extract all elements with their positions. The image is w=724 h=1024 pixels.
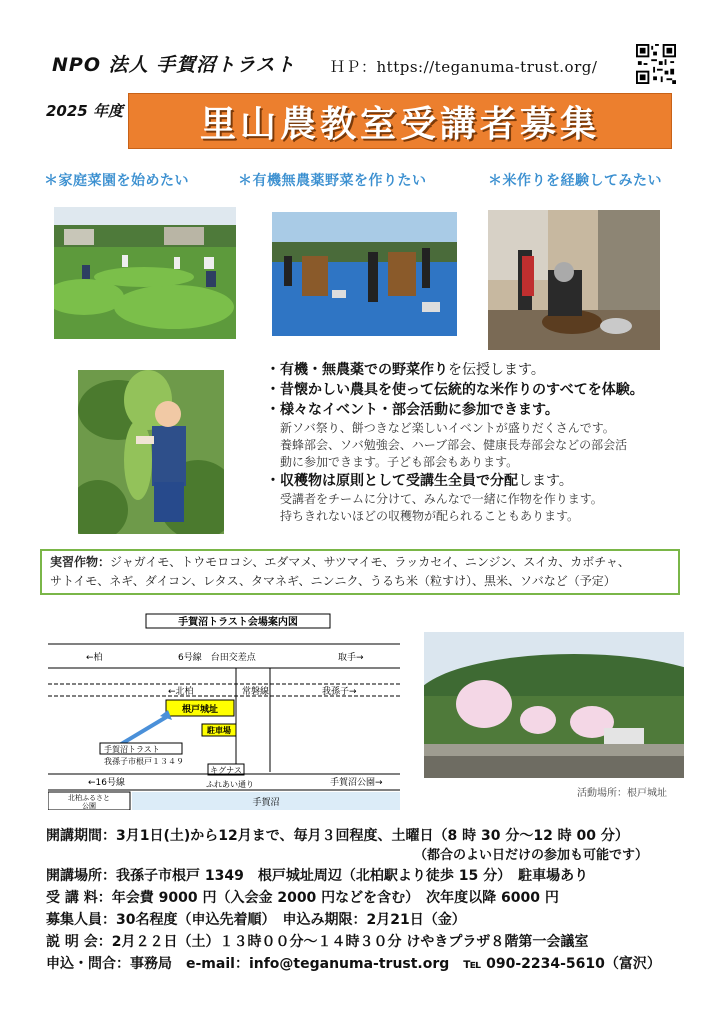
map-castle: 根戸城址 <box>181 705 219 715</box>
map-kigunasu: キグナス <box>210 766 242 775</box>
crops-label: 実習作物： <box>50 555 111 569</box>
feature-harvest-bold: ・収穫物は原則として受講生全員で分配 <box>266 473 518 489</box>
feature-harvest <box>266 471 716 491</box>
map-furusato-1: 北柏ふるさと <box>68 794 110 802</box>
map-to-kashiwa: ←柏 <box>86 653 103 663</box>
info-recruit: 募集人員：30名程度（申込先着順） 申込み期限：2月21日（金） <box>46 912 466 928</box>
map-title: 手賀沼トラスト会場案内図 <box>178 617 298 628</box>
info-briefing: 説 明 会：2月２２日（土）１３時００分～１４時３０分 けやきプラザ８階第一会議室 <box>46 934 589 950</box>
feature-events-detail-1: 新ソバ祭り、餅つきなど楽しいイベントが盛りだくさんです。 <box>280 421 615 435</box>
feature-events: ・様々なイベント・部会活動に参加できます。 <box>266 402 559 418</box>
map-to-abiko: 我孫子→ <box>322 687 357 697</box>
map-joban: 常磐線 <box>242 687 270 697</box>
crops-line-2: サトイモ、ネギ、ダイコン、レタス、タマネギ、ニンニク、うるち米（粒すけ）、黒米、ソバなど（予定） <box>50 574 616 588</box>
feature-organic-rest: を伝授します。 <box>448 362 545 378</box>
homepage-url[interactable]: ＨＰ：https://teganuma-trust.org/ <box>330 58 598 76</box>
feature-events-detail-3: 動に参加できます。子ども部会もあります。 <box>280 455 519 469</box>
qr-code-icon[interactable] <box>636 44 676 84</box>
venue-map <box>48 612 400 810</box>
map-kitakashiwa: ←北柏 <box>168 687 194 697</box>
feature-harvest-detail-2: 持ちきれないほどの収穫物が配られることもあります。 <box>280 509 580 523</box>
org-name: NPO 法人 手賀沼トラスト <box>52 54 296 76</box>
map-route6: 6号線 台田交差点 <box>178 653 256 663</box>
map-trust: 手賀沼トラスト <box>104 745 160 754</box>
wish-home-garden: ＊家庭菜園を始めたい <box>44 173 189 189</box>
photo-threshing <box>272 212 457 336</box>
photo-caption: 活動場所：根戸城址 <box>577 788 667 799</box>
crops-box <box>40 549 680 595</box>
feature-organic <box>266 360 716 380</box>
map-parking: 駐車場 <box>207 726 231 735</box>
info-fee: 受 講 料：年会費 9000 円（入会金 2000 円などを含む） 次年度以降 6000 円 <box>46 890 559 906</box>
map-to-toride: 取手→ <box>338 653 364 663</box>
page-title: 里山農教室受講者募集 <box>199 103 600 145</box>
map-teganuma: 手賀沼 <box>252 798 280 808</box>
fiscal-year: 2025 年度 <box>46 102 123 120</box>
info-contact[interactable]: 申込・問合：事務局 e-mail：info@teganuma-trust.org ℡ 090-2234-5610（富沢） <box>46 956 661 972</box>
title-banner <box>128 93 672 149</box>
map-fureai: ふれあい通り <box>206 780 254 789</box>
info-place: 開講場所：我孫子市根戸 1349 根戸城址周辺（北柏駅より徒歩 15 分） 駐車場あり <box>46 868 589 884</box>
info-period-note: （都合のよい日だけの参加も可能です） <box>414 848 649 863</box>
map-address: 我孫子市根戸１３４９ <box>104 757 184 766</box>
map-furusato-2: 公園 <box>82 802 96 810</box>
photo-castle-site <box>424 632 684 778</box>
info-period: 開講期間：3月1日(土)から12月まで、毎月３回程度、土曜日（8 時 30 分～12 時 00 分） <box>46 828 629 844</box>
wish-organic-vegetables: ＊有機無農薬野菜を作りたい <box>238 173 427 189</box>
photo-rice-pounding <box>488 210 660 350</box>
map-route16: ←16号線 <box>88 778 125 788</box>
feature-events-detail-2: 養蜂部会、ソバ勉強会、ハーブ部会、健康長寿部会などの部会活 <box>280 438 628 452</box>
photo-vegetable-field <box>54 207 236 339</box>
photo-child-harvest <box>78 370 224 534</box>
crops-line-1: ジャガイモ、トウモロコシ、エダマメ、サツマイモ、ラッカセイ、ニンジン、スイカ、カボチャ、 <box>110 555 630 569</box>
features-list <box>266 360 716 525</box>
feature-rice: ・昔懐かしい農具を使って伝統的な米作りのすべてを体験。 <box>266 382 644 398</box>
map-park: 手賀沼公園→ <box>330 778 383 788</box>
feature-harvest-rest: します。 <box>518 473 573 489</box>
wish-rice-growing: ＊米作りを経験してみたい <box>488 173 662 189</box>
feature-harvest-detail-1: 受講者をチームに分けて、みんなで一緒に作物を作ります。 <box>280 492 603 506</box>
feature-organic-bold: ・有機・無農薬での野菜作り <box>266 362 448 378</box>
